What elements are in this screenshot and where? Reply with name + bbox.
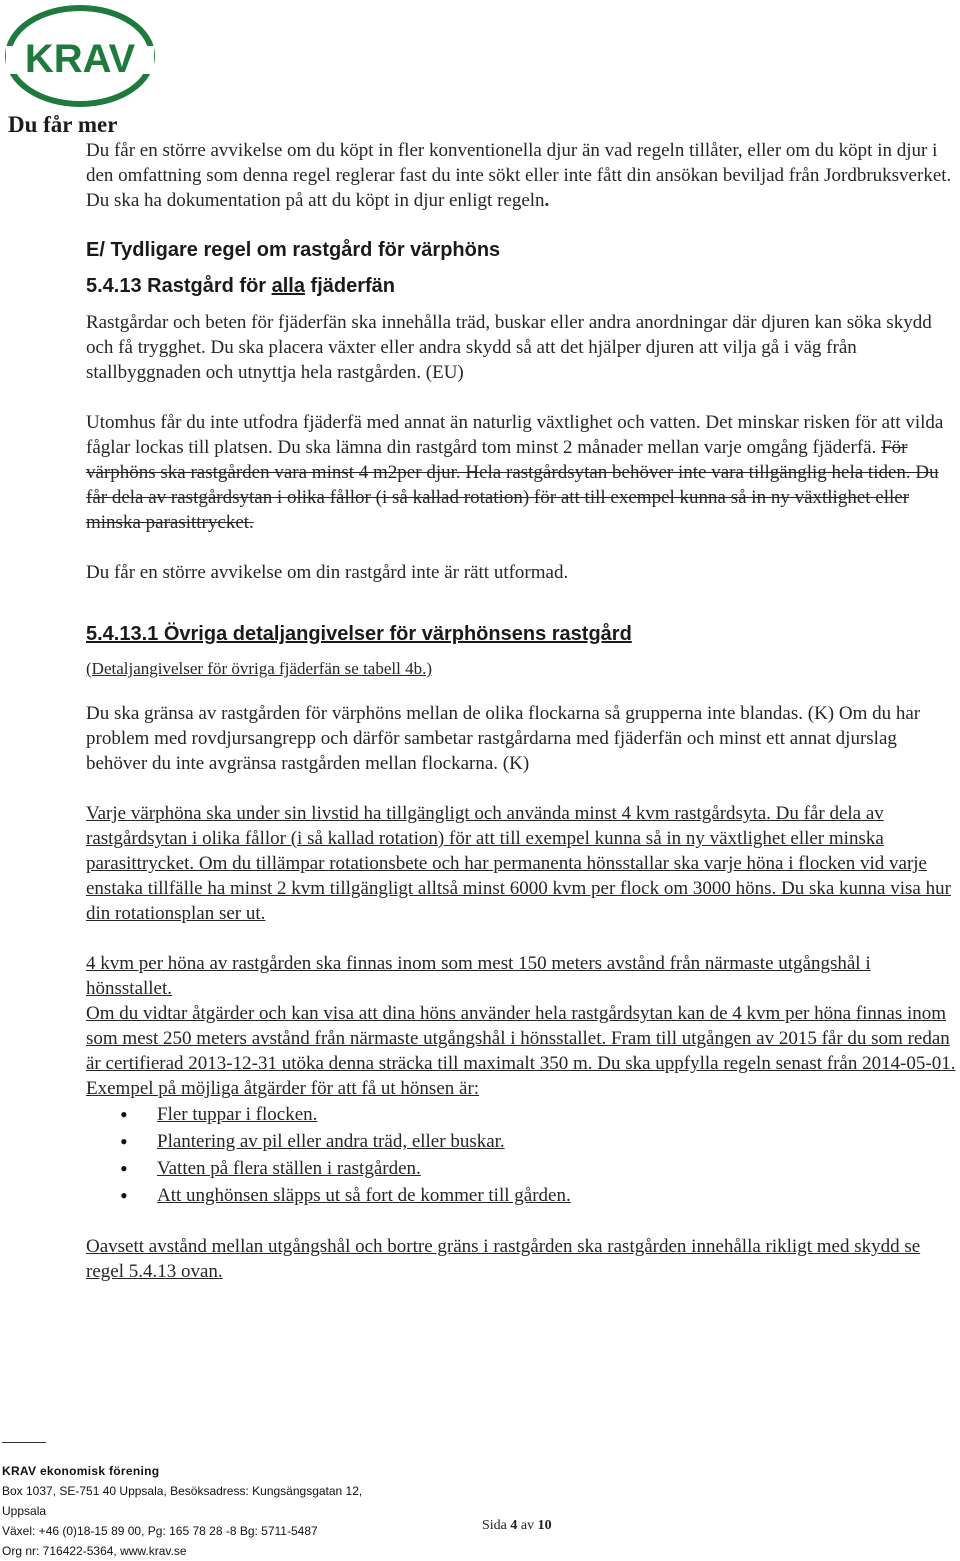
paragraph-deviation-design: Du får en större avvikelse om din rastgård inte är rätt utformad.	[86, 562, 569, 583]
list-item: • Plantering av pil eller andra träd, eller buskar.	[86, 1128, 960, 1155]
paragraph-area-per-hen: Varje värphöna ska under sin livstid ha tillgängligt och använda minst 4 kvm rastgårdsyta. Du får dela av rastgårdsytan i olika fållor (i så kallad rotation) för att till exempel kunna så in ny växtlighet eller minska parasittrycket. Om du tillämpar rotationsbete och har permanenta hönsstallar ska varje höna i flocken vid varje enstaka tillfälle ha minst 2 kvm tillgängligt alltså minst 6000 kvm per flock om 3000 höns. Du ska kunna visa hur din rotationsplan ser ut.	[86, 803, 951, 924]
footer	[2, 1461, 362, 1561]
examples-intro: Exempel på möjliga åtgärder för att få ut hönsen är:	[86, 1078, 480, 1099]
note-table-4b: (Detaljangivelser för övriga fjäderfän se tabell 4b.)	[86, 659, 432, 678]
page-number: Sida 4 av 10	[482, 1518, 552, 1533]
examples-list	[86, 1101, 960, 1209]
paragraph-flock-separation: Du ska gränsa av rastgården för värphöns mellan de olika flockarna så grupperna inte blandas. (K) Om du har problem med rovdjursangrepp och därför sambetar rastgårdarna med fjäderfän och minst ett annat djurslag behöver du inte avgränsa rastgården mellan flockarna. (K)	[86, 703, 921, 774]
paragraph-shelter-reference: Oavsett avstånd mellan utgångshål och bortre gräns i rastgården ska rastgården innehålla rikligt med skydd se regel 5.4.13 ovan.	[86, 1236, 921, 1282]
footer-org-name: KRAV ekonomisk förening	[2, 1464, 160, 1478]
paragraph-distance-250: Om du vidtar åtgärder och kan visa att dina höns använder hela rastgårdsytan kan de 4 kvm per höna finnas inom som mest 250 meters avstånd från närmaste utgångshål i hönsstallet. Fram till utgången av 2015 får du som redan är certifierad 2013-12-31 utöka denna sträcka till maximalt 350 m. Du ska uppfylla regeln senast från 2014-05-01.	[86, 1003, 956, 1074]
paragraph-shelter: Rastgårdar och beten för fjäderfän ska innehålla träd, buskar eller andra anordningar där djuren kan söka skydd och få trygghet. Du ska placera växter eller andra skydd så att det hjälper djuren att vilja gå i väg från stallbyggnaden och utnyttja hela rastgården. (EU)	[86, 312, 932, 383]
rule-heading-5-4-13: 5.4.13 Rastgård för alla fjäderfän	[86, 275, 396, 297]
krav-logo	[4, 4, 156, 108]
paragraph-feeding: Utomhus får du inte utfodra fjäderfä med annat än naturlig växtlighet och vatten. Det minskar risken för att vilda fåglar lockas till platsen. Du ska lämna din rastgård tom minst 2 månader mellan varje omgång fjäderfä. För värphöns ska rastgården vara minst 4 m2per djur. Hela rastgårdsytan behöver inte vara tillgänglig hela tiden. Du får dela av rastgårdsytan i olika fållor (i så kallad rotation) för att till exempel kunna så in ny växtlighet eller minska parasittrycket.	[86, 412, 944, 533]
section-heading-e: E/ Tydligare regel om rastgård för värphöns	[86, 239, 501, 261]
list-item: • Vatten på flera ställen i rastgården.	[86, 1155, 960, 1182]
paragraph-distance-150: 4 kvm per höna av rastgården ska finnas inom som mest 150 meters avstånd från närmaste utgångshål i hönsstallet.	[86, 953, 871, 999]
rule-heading-5-4-13-1: 5.4.13.1 Övriga detaljangivelser för värphönsens rastgård	[86, 623, 632, 645]
footer-city: Uppsala	[2, 1504, 47, 1518]
footer-address: Box 1037, SE-751 40 Uppsala, Besöksadress: Kungsängsgatan 12,	[2, 1484, 363, 1498]
footer-phone: Växel: +46 (0)18-15 89 00, Pg: 165 78 28 -8 Bg: 5711-5487	[2, 1524, 318, 1538]
list-item: • Fler tuppar i flocken.	[86, 1101, 960, 1128]
footer-org-number: Org nr: 716422-5364, www.krav.se	[2, 1544, 187, 1558]
logo-wordmark: KRAV	[24, 37, 136, 81]
paragraph-deviation-purchase: Du får en större avvikelse om du köpt in fler konventionella djur än vad regeln tillåter, eller om du köpt in djur i den omfattning som denna regel reglerar fast du inte sökt eller inte fått din ansökan beviljad från Jordbruksverket. Du ska ha dokumentation på att du köpt in djur enligt regeln.	[86, 140, 952, 211]
struck-text: För värphöns ska rastgården vara minst 4 m2per djur. Hela rastgårdsytan behöver inte vara tillgänglig hela tiden. Du får dela av rastgårdsytan i olika fållor (i så kallad rotation) för att till exempel kunna så in ny växtlighet eller minska parasittrycket.	[86, 437, 939, 533]
footer-divider	[2, 1442, 46, 1443]
document-body	[86, 138, 960, 1284]
list-item: • Att unghönsen släpps ut så fort de kommer till gården.	[86, 1182, 960, 1209]
tagline: Du får mer	[8, 112, 118, 137]
